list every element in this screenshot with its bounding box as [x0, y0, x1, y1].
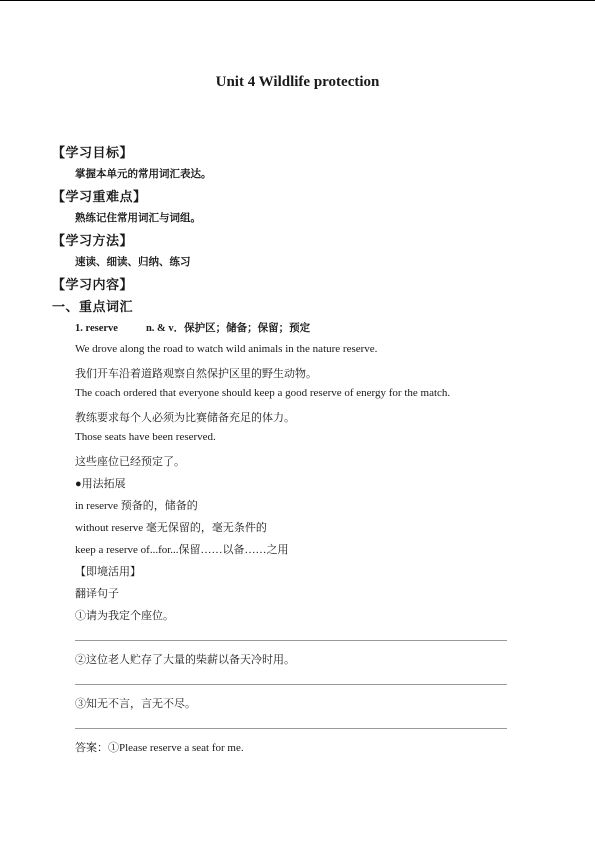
part1-heading: 一、重点词汇: [52, 300, 134, 315]
vocab-entry: [75, 320, 310, 335]
usage-item: keep a reserve of...for...保留……以备……之用: [75, 544, 289, 556]
practice-instruction: 翻译句子: [75, 588, 119, 600]
example-sentence: The coach ordered that everyone should keep a good reserve of energy for the match.: [75, 387, 451, 399]
answer-blank-line: [75, 640, 507, 641]
key-points-text: 熟练记住常用词汇与词组。: [75, 212, 201, 224]
top-border-rule: [0, 0, 595, 1]
usage-item: in reserve 预备的，储备的: [75, 500, 198, 512]
practice-item: ③知无不言，言无不尽。: [75, 698, 196, 710]
learning-methods-heading: 【学习方法】: [52, 234, 134, 249]
vocab-meaning: n. & v．保护区；储备；保留；预定: [145, 323, 311, 334]
practice-item: ②这位老人贮存了大量的柴薪以备天冷时用。: [75, 654, 295, 666]
example-sentence: We drove along the road to watch wild animals in the nature reserve.: [75, 343, 378, 355]
example-translation: 我们开车沿着道路观察自然保护区里的野生动物。: [75, 368, 317, 380]
example-translation: 这些座位已经预定了。: [75, 456, 185, 468]
practice-item: ①请为我定个座位。: [75, 610, 174, 622]
example-translation: 教练要求每个人必须为比赛储备充足的体力。: [75, 412, 295, 424]
key-points-heading: 【学习重难点】: [52, 190, 147, 205]
answer-blank-line: [75, 684, 507, 685]
answer-text: 答案：①Please reserve a seat for me.: [75, 742, 244, 754]
learning-goals-text: 掌握本单元的常用词汇表达。: [75, 168, 212, 180]
learning-goals-heading: 【学习目标】: [52, 146, 134, 161]
vocab-word: 1. reserve: [75, 323, 118, 334]
page-title: Unit 4 Wildlife protection: [215, 74, 380, 90]
practice-heading: 【即境活用】: [75, 566, 141, 578]
answer-blank-line: [75, 728, 507, 729]
learning-methods-text: 速读、细读、归纳、练习: [75, 256, 191, 268]
learning-content-heading: 【学习内容】: [52, 278, 134, 293]
example-sentence: Those seats have been reserved.: [75, 431, 216, 443]
usage-item: without reserve 毫无保留的，毫无条件的: [75, 522, 267, 534]
usage-heading: ●用法拓展: [75, 478, 126, 490]
